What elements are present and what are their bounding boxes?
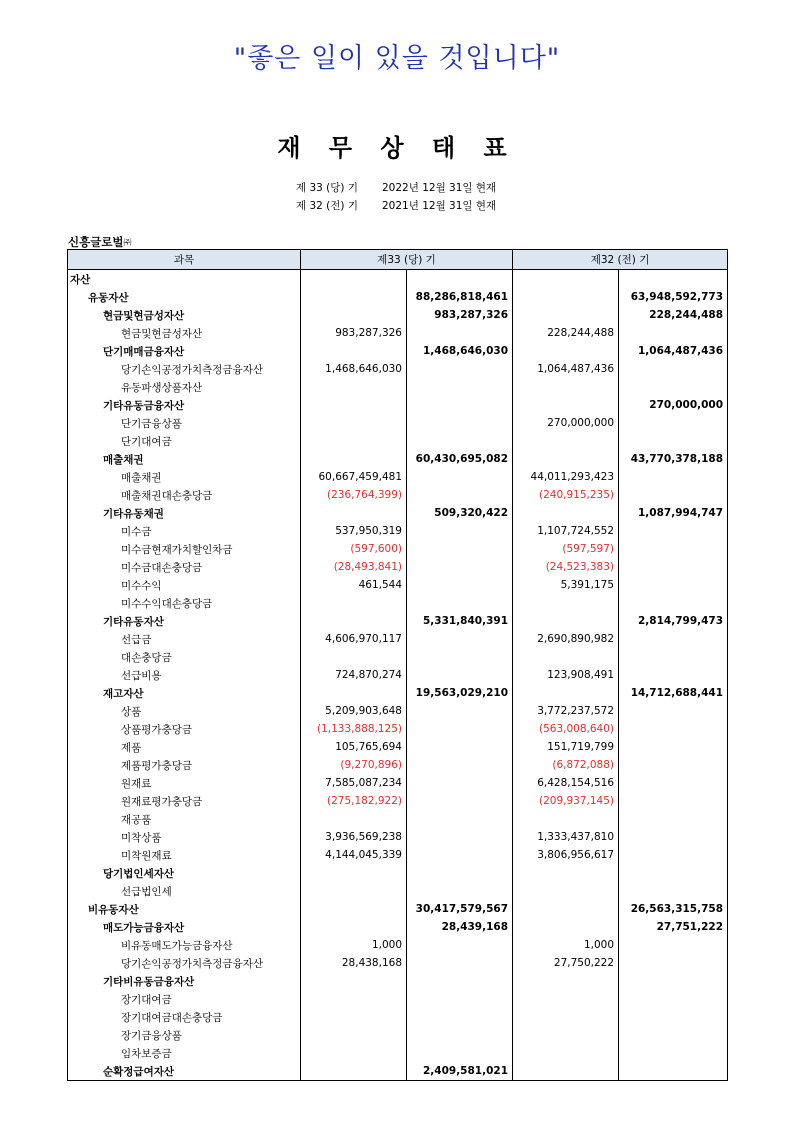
row-value-p2: 228,244,488 bbox=[619, 306, 728, 324]
row-account-label: 기타비유동금융자산 bbox=[68, 972, 301, 990]
row-value-c1: (597,600) bbox=[301, 540, 407, 558]
row-value-p1 bbox=[513, 432, 619, 450]
row-value-c1 bbox=[301, 432, 407, 450]
row-value-c2: 5,331,840,391 bbox=[407, 612, 513, 630]
table-row bbox=[68, 648, 728, 666]
row-value-c2 bbox=[407, 1044, 513, 1062]
row-value-c1: 4,144,045,339 bbox=[301, 846, 407, 864]
table-header-row bbox=[68, 250, 728, 270]
row-value-p1 bbox=[513, 306, 619, 324]
row-account-label: 당기손익공정가치측정금융자산 bbox=[68, 360, 301, 378]
table-row bbox=[68, 684, 728, 702]
row-value-p1: 123,908,491 bbox=[513, 666, 619, 684]
row-value-c2 bbox=[407, 828, 513, 846]
row-value-p1: 1,000 bbox=[513, 936, 619, 954]
row-value-p1: 6,428,154,516 bbox=[513, 774, 619, 792]
row-value-p2 bbox=[619, 1026, 728, 1044]
row-value-c1: 537,950,319 bbox=[301, 522, 407, 540]
row-value-p2: 1,087,994,747 bbox=[619, 504, 728, 522]
row-account-label: 단기금융상품 bbox=[68, 414, 301, 432]
table-row bbox=[68, 468, 728, 486]
table-row bbox=[68, 972, 728, 990]
row-account-label: 미수금현재가치할인차금 bbox=[68, 540, 301, 558]
row-account-label: 순확정급여자산 bbox=[68, 1062, 301, 1081]
row-value-p2: 1,064,487,436 bbox=[619, 342, 728, 360]
row-value-p2 bbox=[619, 864, 728, 882]
row-value-c2: 509,320,422 bbox=[407, 504, 513, 522]
table-row bbox=[68, 1008, 728, 1026]
row-value-p2 bbox=[619, 540, 728, 558]
row-value-c2: 88,286,818,461 bbox=[407, 288, 513, 306]
row-value-c2 bbox=[407, 810, 513, 828]
row-value-p1 bbox=[513, 396, 619, 414]
row-value-p1 bbox=[513, 504, 619, 522]
period-current-date: 2022년 12월 31일 현재 bbox=[382, 182, 497, 194]
row-value-p2 bbox=[619, 882, 728, 900]
table-row bbox=[68, 486, 728, 504]
row-account-label: 미수금 bbox=[68, 522, 301, 540]
company-name bbox=[68, 234, 132, 250]
table-row bbox=[68, 1026, 728, 1044]
row-value-c1 bbox=[301, 864, 407, 882]
table-row bbox=[68, 450, 728, 468]
row-value-p1 bbox=[513, 1062, 619, 1081]
row-value-p2 bbox=[619, 558, 728, 576]
row-value-c1: (275,182,922) bbox=[301, 792, 407, 810]
table-row bbox=[68, 630, 728, 648]
table-row bbox=[68, 342, 728, 360]
row-value-p1: (240,915,235) bbox=[513, 486, 619, 504]
row-value-p2: 2,814,799,473 bbox=[619, 612, 728, 630]
row-value-p2 bbox=[619, 738, 728, 756]
row-value-p1 bbox=[513, 900, 619, 918]
row-account-label: 미착원재료 bbox=[68, 846, 301, 864]
row-value-p1: (597,597) bbox=[513, 540, 619, 558]
row-value-c1: 60,667,459,481 bbox=[301, 468, 407, 486]
row-value-p1: (563,008,640) bbox=[513, 720, 619, 738]
row-value-p1 bbox=[513, 450, 619, 468]
row-value-c2 bbox=[407, 1008, 513, 1026]
row-value-p1 bbox=[513, 288, 619, 306]
row-value-c1 bbox=[301, 684, 407, 702]
row-value-p2 bbox=[619, 432, 728, 450]
row-value-c1 bbox=[301, 1062, 407, 1081]
table-row bbox=[68, 396, 728, 414]
row-value-c2: 983,287,326 bbox=[407, 306, 513, 324]
row-value-p1 bbox=[513, 990, 619, 1008]
table-row bbox=[68, 828, 728, 846]
row-value-c2 bbox=[407, 324, 513, 342]
row-value-p1 bbox=[513, 684, 619, 702]
row-account-label: 선급금 bbox=[68, 630, 301, 648]
row-value-c1 bbox=[301, 990, 407, 1008]
row-value-c1: (236,764,399) bbox=[301, 486, 407, 504]
row-value-c2 bbox=[407, 972, 513, 990]
row-value-p2 bbox=[619, 1008, 728, 1026]
row-value-c1: 105,765,694 bbox=[301, 738, 407, 756]
header-account: 과목 bbox=[68, 250, 301, 270]
table-row bbox=[68, 756, 728, 774]
period-prior-label: 제 32 (전) 기 bbox=[296, 200, 358, 212]
row-value-c2: 2,409,581,021 bbox=[407, 1062, 513, 1081]
row-value-p2: 27,751,222 bbox=[619, 918, 728, 936]
row-value-p1: (209,937,145) bbox=[513, 792, 619, 810]
row-value-p2 bbox=[619, 774, 728, 792]
row-value-c2 bbox=[407, 936, 513, 954]
banner-text: "좋은 일이 있을 것입니다" bbox=[233, 43, 561, 74]
row-value-p1 bbox=[513, 612, 619, 630]
row-value-c1 bbox=[301, 918, 407, 936]
row-value-p1 bbox=[513, 378, 619, 396]
row-value-c1: 724,870,274 bbox=[301, 666, 407, 684]
row-value-p2 bbox=[619, 1062, 728, 1081]
row-value-p2 bbox=[619, 594, 728, 612]
table-row bbox=[68, 702, 728, 720]
row-value-c1 bbox=[301, 1008, 407, 1026]
row-value-p1: 1,333,437,810 bbox=[513, 828, 619, 846]
row-value-p2 bbox=[619, 270, 728, 289]
row-account-label: 미착상품 bbox=[68, 828, 301, 846]
row-account-label: 매출채권대손충당금 bbox=[68, 486, 301, 504]
row-value-c2 bbox=[407, 720, 513, 738]
row-value-c2: 19,563,029,210 bbox=[407, 684, 513, 702]
row-value-p1: 270,000,000 bbox=[513, 414, 619, 432]
row-value-c2 bbox=[407, 666, 513, 684]
row-value-p2 bbox=[619, 828, 728, 846]
row-value-c1 bbox=[301, 396, 407, 414]
table-row bbox=[68, 666, 728, 684]
table-row bbox=[68, 792, 728, 810]
row-value-p1 bbox=[513, 342, 619, 360]
table-row bbox=[68, 540, 728, 558]
company-name-text: 신흥글로벌 bbox=[68, 235, 124, 249]
table-row bbox=[68, 612, 728, 630]
row-value-p2: 43,770,378,188 bbox=[619, 450, 728, 468]
table-row bbox=[68, 1044, 728, 1062]
row-value-c2 bbox=[407, 576, 513, 594]
row-account-label: 비유동자산 bbox=[68, 900, 301, 918]
row-value-c2 bbox=[407, 558, 513, 576]
row-account-label: 미수수익 bbox=[68, 576, 301, 594]
row-value-c1: 461,544 bbox=[301, 576, 407, 594]
row-account-label: 원재료평가충당금 bbox=[68, 792, 301, 810]
row-value-c1 bbox=[301, 1044, 407, 1062]
row-value-p1 bbox=[513, 1044, 619, 1062]
row-account-label: 유동자산 bbox=[68, 288, 301, 306]
row-value-p1 bbox=[513, 270, 619, 289]
row-value-p2 bbox=[619, 522, 728, 540]
row-value-c1 bbox=[301, 504, 407, 522]
row-account-label: 선급법인세 bbox=[68, 882, 301, 900]
row-value-c2: 28,439,168 bbox=[407, 918, 513, 936]
row-account-label: 단기매매금융자산 bbox=[68, 342, 301, 360]
row-value-c1: (28,493,841) bbox=[301, 558, 407, 576]
row-value-p1 bbox=[513, 864, 619, 882]
period-current bbox=[296, 180, 496, 195]
row-value-p2: 26,563,315,758 bbox=[619, 900, 728, 918]
row-value-c2 bbox=[407, 756, 513, 774]
row-account-label: 장기대여금 bbox=[68, 990, 301, 1008]
row-account-label: 원재료 bbox=[68, 774, 301, 792]
table-row bbox=[68, 576, 728, 594]
row-account-label: 상품평가충당금 bbox=[68, 720, 301, 738]
row-value-p1: 44,011,293,423 bbox=[513, 468, 619, 486]
row-value-c2 bbox=[407, 396, 513, 414]
row-account-label: 기타유동자산 bbox=[68, 612, 301, 630]
row-value-c2: 30,417,579,567 bbox=[407, 900, 513, 918]
row-value-c2 bbox=[407, 738, 513, 756]
row-value-p1: 151,719,799 bbox=[513, 738, 619, 756]
row-value-c1: 28,438,168 bbox=[301, 954, 407, 972]
balance-sheet-table bbox=[67, 249, 728, 1081]
row-value-p1: 2,690,890,982 bbox=[513, 630, 619, 648]
row-value-c2 bbox=[407, 702, 513, 720]
row-account-label: 장기금융상품 bbox=[68, 1026, 301, 1044]
row-value-c1: 1,000 bbox=[301, 936, 407, 954]
row-value-p2 bbox=[619, 630, 728, 648]
row-value-c2 bbox=[407, 630, 513, 648]
table-row bbox=[68, 864, 728, 882]
table-row bbox=[68, 324, 728, 342]
table-row bbox=[68, 738, 728, 756]
table-row bbox=[68, 918, 728, 936]
row-account-label: 자산 bbox=[68, 270, 301, 289]
row-value-p2 bbox=[619, 954, 728, 972]
row-value-c2 bbox=[407, 846, 513, 864]
table-row bbox=[68, 846, 728, 864]
period-prior bbox=[296, 198, 496, 213]
table-row bbox=[68, 306, 728, 324]
row-value-c1 bbox=[301, 306, 407, 324]
row-account-label: 당기법인세자산 bbox=[68, 864, 301, 882]
row-value-p1 bbox=[513, 810, 619, 828]
row-account-label: 매출채권 bbox=[68, 468, 301, 486]
row-value-c2 bbox=[407, 432, 513, 450]
table-row bbox=[68, 414, 728, 432]
row-value-p2 bbox=[619, 810, 728, 828]
row-account-label: 현금및현금성자산 bbox=[68, 324, 301, 342]
row-value-c1: 983,287,326 bbox=[301, 324, 407, 342]
row-value-p2 bbox=[619, 972, 728, 990]
row-value-p1: 228,244,488 bbox=[513, 324, 619, 342]
row-account-label: 당기손익공정가치측정금융자산 bbox=[68, 954, 301, 972]
table-row bbox=[68, 720, 728, 738]
row-value-c2 bbox=[407, 360, 513, 378]
row-value-c2 bbox=[407, 378, 513, 396]
row-value-p1: 1,107,724,552 bbox=[513, 522, 619, 540]
row-value-p1 bbox=[513, 648, 619, 666]
table-row bbox=[68, 936, 728, 954]
row-value-p2 bbox=[619, 324, 728, 342]
row-value-c2 bbox=[407, 414, 513, 432]
row-value-c2 bbox=[407, 594, 513, 612]
row-value-p2 bbox=[619, 1044, 728, 1062]
row-value-p1 bbox=[513, 1008, 619, 1026]
row-value-c2 bbox=[407, 648, 513, 666]
row-account-label: 제품평가충당금 bbox=[68, 756, 301, 774]
table-row bbox=[68, 360, 728, 378]
row-value-p1 bbox=[513, 1026, 619, 1044]
row-value-p1: (24,523,383) bbox=[513, 558, 619, 576]
table-row bbox=[68, 270, 728, 289]
row-account-label: 기타유동채권 bbox=[68, 504, 301, 522]
table-row bbox=[68, 900, 728, 918]
row-value-p2 bbox=[619, 414, 728, 432]
row-value-c1 bbox=[301, 288, 407, 306]
row-account-label: 매도가능금융자산 bbox=[68, 918, 301, 936]
row-value-c2: 1,468,646,030 bbox=[407, 342, 513, 360]
header-current-period: 제33 (당) 기 bbox=[301, 250, 513, 270]
row-value-c1 bbox=[301, 594, 407, 612]
table-row bbox=[68, 882, 728, 900]
row-value-c1: 5,209,903,648 bbox=[301, 702, 407, 720]
row-value-c2 bbox=[407, 540, 513, 558]
row-value-p1: 1,064,487,436 bbox=[513, 360, 619, 378]
row-value-p2 bbox=[619, 666, 728, 684]
row-value-c1: 7,585,087,234 bbox=[301, 774, 407, 792]
row-value-p1: 3,806,956,617 bbox=[513, 846, 619, 864]
row-value-c1 bbox=[301, 414, 407, 432]
row-value-p2 bbox=[619, 846, 728, 864]
row-value-c2 bbox=[407, 954, 513, 972]
row-value-p1 bbox=[513, 882, 619, 900]
header-prior-period: 제32 (전) 기 bbox=[513, 250, 728, 270]
row-value-p2 bbox=[619, 792, 728, 810]
row-value-c2 bbox=[407, 882, 513, 900]
row-value-c2 bbox=[407, 1026, 513, 1044]
row-value-p2 bbox=[619, 576, 728, 594]
row-account-label: 매출채권 bbox=[68, 450, 301, 468]
row-value-c1: 4,606,970,117 bbox=[301, 630, 407, 648]
table-row bbox=[68, 954, 728, 972]
period-prior-date: 2021년 12월 31일 현재 bbox=[382, 200, 497, 212]
table-row bbox=[68, 432, 728, 450]
table-row bbox=[68, 522, 728, 540]
row-value-c1: 3,936,569,238 bbox=[301, 828, 407, 846]
table-row bbox=[68, 288, 728, 306]
company-suffix: ㈜ bbox=[123, 238, 132, 247]
row-account-label: 유동파생상품자산 bbox=[68, 378, 301, 396]
row-value-c2 bbox=[407, 522, 513, 540]
row-value-c2 bbox=[407, 864, 513, 882]
row-value-c1: (1,133,888,125) bbox=[301, 720, 407, 738]
row-value-c1 bbox=[301, 1026, 407, 1044]
row-account-label: 상품 bbox=[68, 702, 301, 720]
table-row bbox=[68, 1062, 728, 1081]
row-value-c2 bbox=[407, 990, 513, 1008]
table-row bbox=[68, 810, 728, 828]
table-row bbox=[68, 774, 728, 792]
row-value-p2 bbox=[619, 468, 728, 486]
row-value-p2 bbox=[619, 936, 728, 954]
row-value-c1 bbox=[301, 900, 407, 918]
row-account-label: 장기대여금대손충당금 bbox=[68, 1008, 301, 1026]
row-value-c1 bbox=[301, 648, 407, 666]
row-value-p2 bbox=[619, 720, 728, 738]
row-account-label: 비유동매도가능금융자산 bbox=[68, 936, 301, 954]
row-account-label: 제품 bbox=[68, 738, 301, 756]
row-value-c2 bbox=[407, 774, 513, 792]
row-value-p2 bbox=[619, 648, 728, 666]
row-value-c1: (9,270,896) bbox=[301, 756, 407, 774]
row-value-p1: 3,772,237,572 bbox=[513, 702, 619, 720]
row-value-c1 bbox=[301, 450, 407, 468]
row-value-p2 bbox=[619, 378, 728, 396]
row-account-label: 현금및현금성자산 bbox=[68, 306, 301, 324]
row-account-label: 재고자산 bbox=[68, 684, 301, 702]
row-value-c2 bbox=[407, 270, 513, 289]
row-account-label: 기타유동금융자산 bbox=[68, 396, 301, 414]
row-value-c1 bbox=[301, 810, 407, 828]
row-value-p2: 270,000,000 bbox=[619, 396, 728, 414]
row-value-c1 bbox=[301, 342, 407, 360]
document-title: 재 무 상 태 표 bbox=[277, 134, 517, 162]
row-value-p1: (6,872,088) bbox=[513, 756, 619, 774]
row-value-p2 bbox=[619, 756, 728, 774]
table-row bbox=[68, 378, 728, 396]
row-value-c2 bbox=[407, 468, 513, 486]
row-value-p1 bbox=[513, 594, 619, 612]
row-value-c1 bbox=[301, 270, 407, 289]
table-body bbox=[68, 270, 728, 1081]
row-account-label: 미수금대손충당금 bbox=[68, 558, 301, 576]
row-value-p1 bbox=[513, 918, 619, 936]
row-value-p1 bbox=[513, 972, 619, 990]
row-account-label: 대손충당금 bbox=[68, 648, 301, 666]
row-value-p2: 14,712,688,441 bbox=[619, 684, 728, 702]
row-value-p2 bbox=[619, 990, 728, 1008]
row-value-p2 bbox=[619, 702, 728, 720]
table-row bbox=[68, 990, 728, 1008]
row-value-c1: 1,468,646,030 bbox=[301, 360, 407, 378]
row-account-label: 선급비용 bbox=[68, 666, 301, 684]
row-value-p2 bbox=[619, 486, 728, 504]
row-value-c1 bbox=[301, 378, 407, 396]
row-value-c2 bbox=[407, 792, 513, 810]
row-value-c2 bbox=[407, 486, 513, 504]
row-value-p1: 27,750,222 bbox=[513, 954, 619, 972]
row-account-label: 단기대여금 bbox=[68, 432, 301, 450]
row-value-p2 bbox=[619, 360, 728, 378]
row-value-p2: 63,948,592,773 bbox=[619, 288, 728, 306]
table-row bbox=[68, 504, 728, 522]
row-account-label: 임차보증금 bbox=[68, 1044, 301, 1062]
row-value-c2: 60,430,695,082 bbox=[407, 450, 513, 468]
row-account-label: 미수수익대손충당금 bbox=[68, 594, 301, 612]
row-value-p1: 5,391,175 bbox=[513, 576, 619, 594]
row-value-c1 bbox=[301, 882, 407, 900]
row-value-c1 bbox=[301, 972, 407, 990]
table-row bbox=[68, 594, 728, 612]
row-value-c1 bbox=[301, 612, 407, 630]
row-account-label: 재공품 bbox=[68, 810, 301, 828]
period-current-label: 제 33 (당) 기 bbox=[296, 182, 358, 194]
table-row bbox=[68, 558, 728, 576]
